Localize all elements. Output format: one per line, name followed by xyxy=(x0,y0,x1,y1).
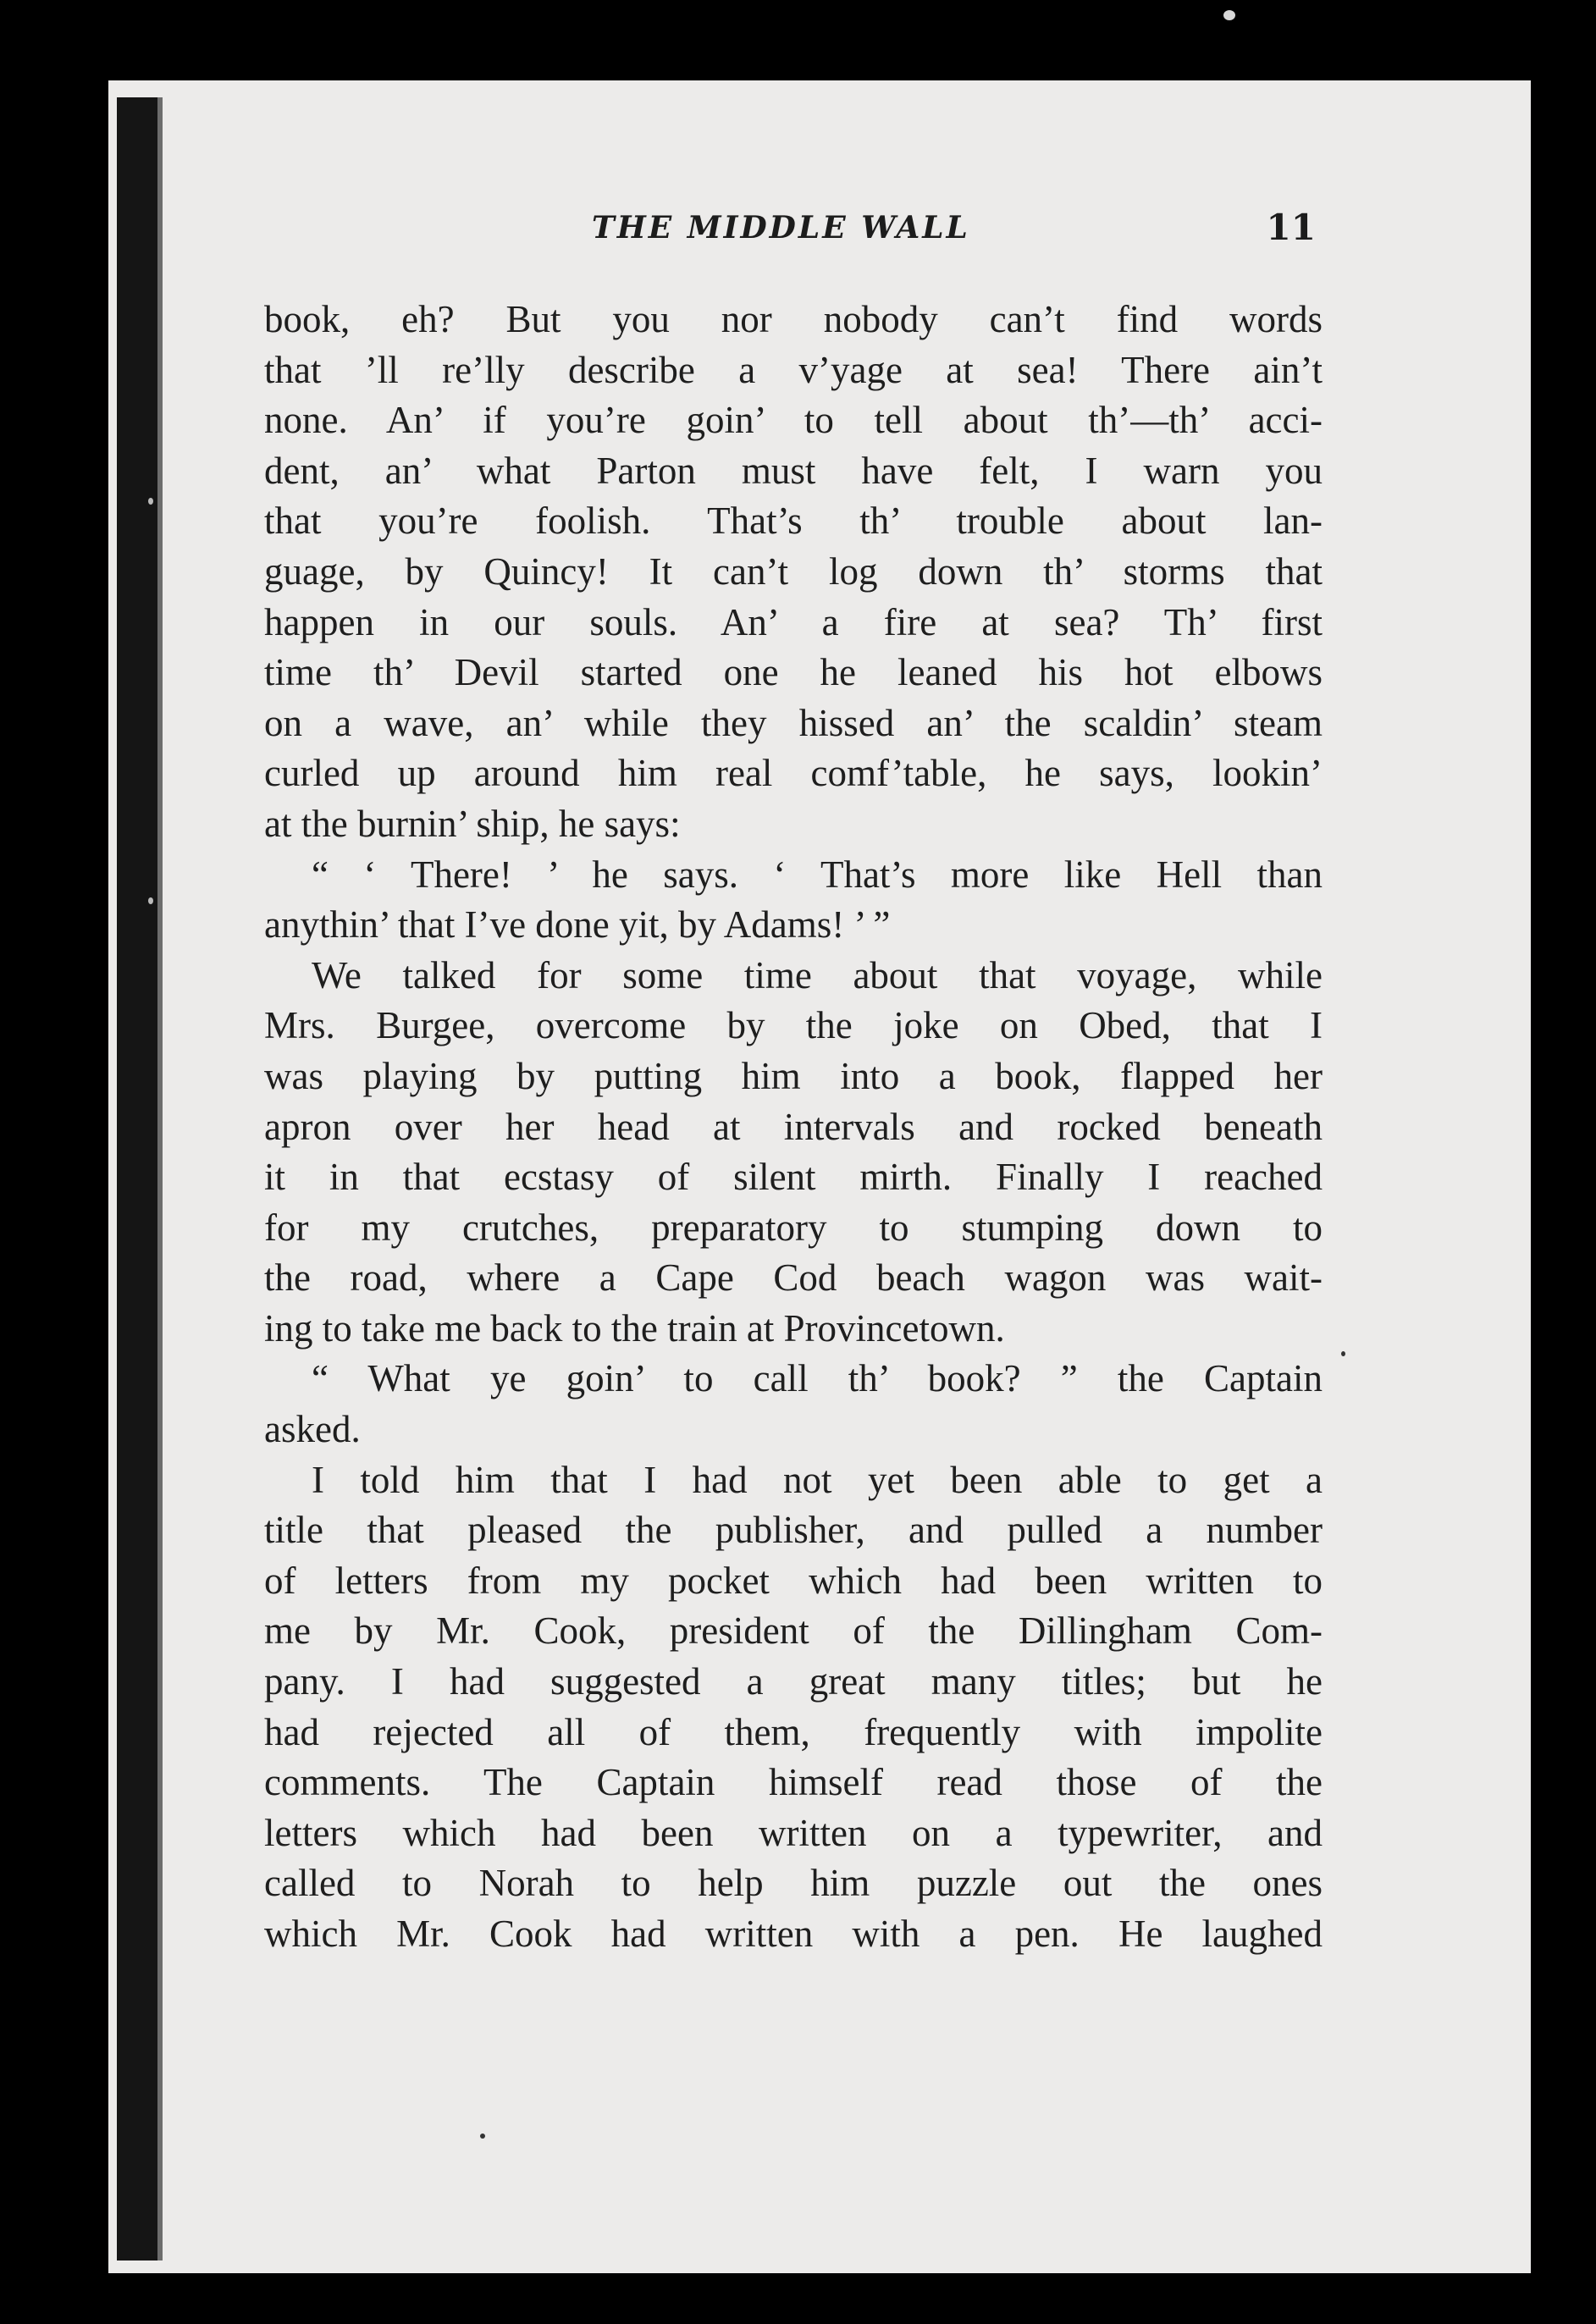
text-line: dent, an’ what Parton must have felt, I warn you xyxy=(264,449,1323,492)
text-line: called to Norah to help him puzzle out the ones xyxy=(264,1862,1323,1905)
dust-speck xyxy=(480,2134,485,2139)
text-line: Mrs. Burgee, overcome by the joke on Obed, that I xyxy=(264,1004,1323,1047)
text-line: the road, where a Cape Cod beach wagon was wait- xyxy=(264,1256,1323,1300)
text-line: it in that ecstasy of silent mirth. Finally I reached xyxy=(264,1156,1323,1199)
text-line: anythin’ that I’ve done yit, by Adams! ’ ” xyxy=(264,903,891,947)
text-line: I told him that I had not yet been able to get a xyxy=(312,1458,1323,1501)
text-line: “ What ye goin’ to call th’ book? ” the Captain xyxy=(312,1357,1323,1400)
text-line: had rejected all of them, frequently with impolite xyxy=(264,1710,1323,1753)
text-line: at the burnin’ ship, he says: xyxy=(264,802,681,845)
dust-speck xyxy=(1223,10,1235,20)
text-line: on a wave, an’ while they hissed an’ the scaldin’ steam xyxy=(264,701,1323,744)
text-line: apron over her head at intervals and rocked beneath xyxy=(264,1105,1323,1148)
text-line: which Mr. Cook had written with a pen. He laughed xyxy=(264,1913,1323,1955)
text-line: asked. xyxy=(264,1408,361,1451)
text-line: comments. The Captain himself read those of the xyxy=(264,1761,1323,1804)
text-line: letters which had been written on a typewriter, and xyxy=(264,1811,1323,1854)
text-line: that you’re foolish. That’s th’ trouble about lan- xyxy=(264,500,1323,543)
text-line: none. An’ if you’re goin’ to tell about th’—th’ acci- xyxy=(264,399,1323,442)
body-text xyxy=(264,295,1323,1960)
page-header xyxy=(266,203,1316,254)
text-line: curled up around him real comf’table, he says, lookin’ xyxy=(264,752,1323,795)
text-line: of letters from my pocket which had been written to xyxy=(264,1559,1323,1602)
dust-speck xyxy=(148,498,153,505)
text-line: ing to take me back to the train at Provincetown. xyxy=(264,1306,1005,1350)
text-line: “ ‘ There! ’ he says. ‘ That’s more like Hell than xyxy=(312,853,1323,896)
text-line: We talked for some time about that voyage, while xyxy=(312,953,1323,996)
dust-speck xyxy=(148,897,153,904)
page-number: 11 xyxy=(1266,207,1316,248)
text-line: was playing by putting him into a book, flapped her xyxy=(264,1054,1323,1097)
dust-speck xyxy=(1341,1351,1345,1356)
text-line: that ’ll re’lly describe a v’yage at sea! There ain’t xyxy=(264,348,1323,391)
text-line: time th’ Devil started one he leaned his hot elbows xyxy=(264,651,1323,694)
book-spine-shadow xyxy=(117,97,161,2261)
text-line: pany. I had suggested a great many titles; but he xyxy=(264,1660,1323,1703)
text-line: title that pleased the publisher, and pulled a number xyxy=(264,1509,1323,1552)
text-line: happen in our souls. An’ a fire at sea? Th’ first xyxy=(264,600,1323,643)
text-line: book, eh? But you nor nobody can’t find words xyxy=(264,298,1323,340)
text-line: guage, by Quincy! It can’t log down th’ storms that xyxy=(264,549,1323,593)
running-head: THE MIDDLE WALL xyxy=(592,210,970,246)
book-spine-edge xyxy=(157,97,163,2261)
text-line: me by Mr. Cook, president of the Dillingham Com- xyxy=(264,1609,1323,1653)
text-line: for my crutches, preparatory to stumping down to xyxy=(264,1206,1323,1249)
